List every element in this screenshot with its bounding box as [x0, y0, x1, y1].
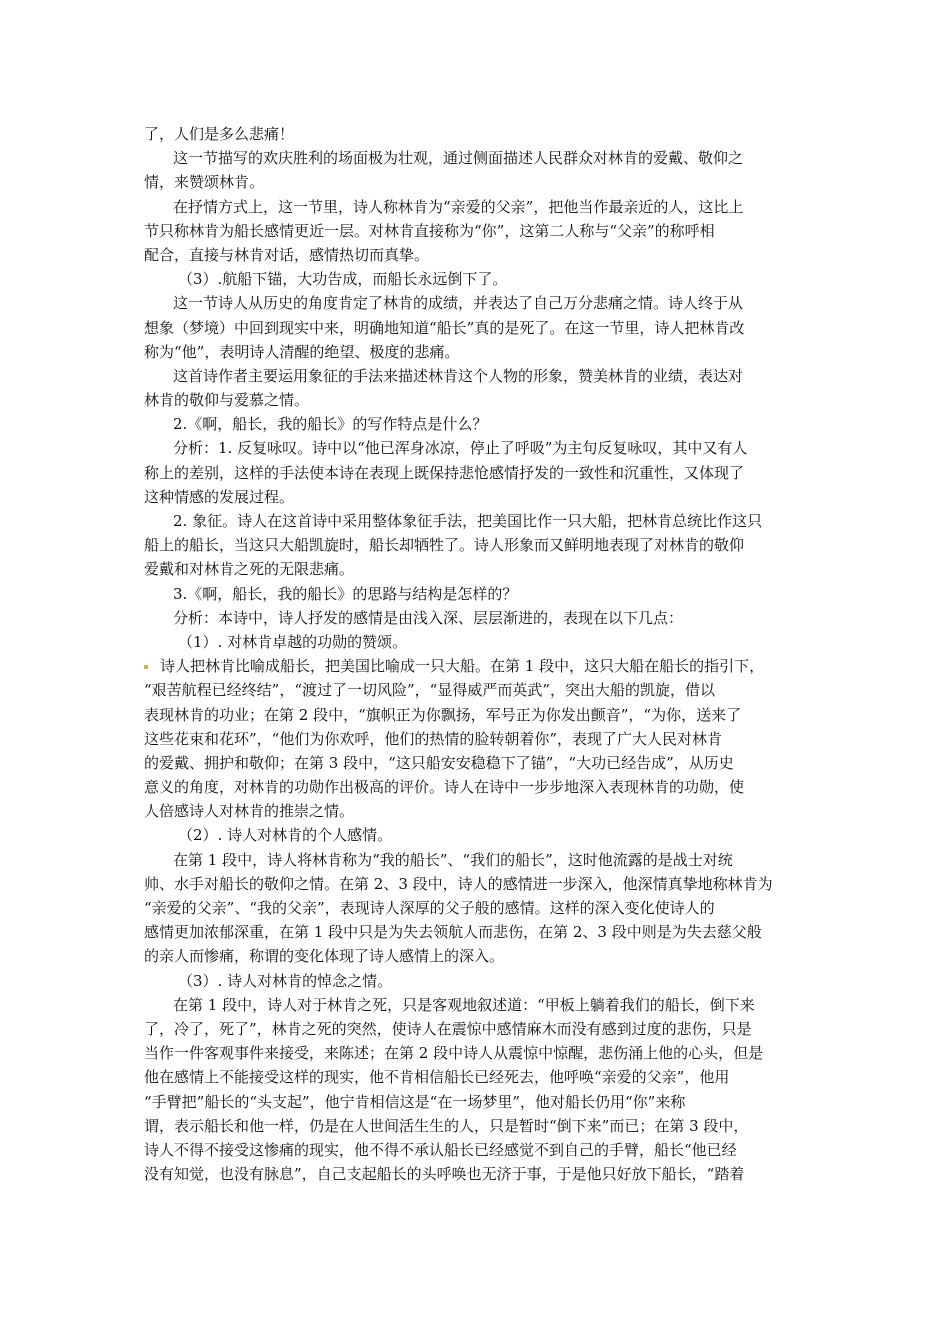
text-line	[144, 1114, 812, 1138]
text-line	[144, 533, 812, 557]
line-text: 诗人不得不接受这惨痛的现实，他不得不承认船长已经感觉不到自己的手臂，船长“他已经	[144, 1140, 737, 1159]
line-text: 意义的角度，对林肯的功勋作出极高的评价。诗人在诗中一步步地深入表现林肯的功勋，使	[144, 778, 745, 797]
text-line	[144, 1017, 812, 1041]
text-line	[144, 775, 812, 799]
text-line	[144, 557, 812, 581]
line-text: （2）. 诗人对林肯的个人感情。	[178, 826, 393, 845]
text-line	[144, 1090, 812, 1114]
text-line	[144, 1138, 812, 1162]
line-text: 在第 1 段中，诗人对于林肯之死，只是客观地叙述道：“甲板上躺着我们的船长，倒下来	[173, 995, 755, 1014]
line-text: 了，人们是多么悲痛！	[144, 125, 295, 143]
line-text: 船上的船长，当这只大船凯旋时，船长却牺牲了。诗人形象而又鲜明地表现了对林肯的敬仰	[144, 536, 745, 555]
text-line	[144, 146, 812, 170]
text-line	[144, 1065, 812, 1089]
line-text: （3）. 诗人对林肯的悼念之情。	[178, 971, 393, 990]
text-line	[144, 606, 812, 630]
line-text: “艰苦航程已经终结”，“渡过了一切风险”，“显得威严而英武”，突出大船的凯旋，借以	[144, 681, 716, 700]
line-text: 帅、水手对船长的敬仰之情。在第 2、3 段中，诗人的感情进一步深入，他深情真挚地称林肯为	[144, 874, 773, 893]
document-page	[144, 122, 812, 1186]
text-line	[144, 582, 812, 606]
text-line	[144, 316, 812, 340]
line-text: 这种情感的发展过程。	[144, 487, 295, 506]
text-line	[144, 969, 812, 993]
line-text: 节只称林肯为船长感情更近一层。对林肯直接称为“你”，这第二人称与“父亲”的称呼相	[144, 221, 715, 240]
text-line	[144, 920, 812, 944]
line-text: 2. 象征。诗人在这首诗中采用整体象征手法，把美国比作一只大船，把林肯总统比作这只	[173, 512, 763, 530]
text-line	[144, 219, 812, 243]
text-line	[144, 364, 812, 388]
text-line	[144, 243, 812, 267]
text-line	[144, 412, 812, 436]
text-line	[144, 944, 812, 968]
text-line	[144, 703, 812, 727]
line-text: 了，冷了，死了”，林肯之死的突然，使诗人在震惊中感情麻木而没有感到过度的悲伤，只是	[144, 1019, 752, 1038]
text-line	[144, 654, 812, 678]
line-text: 的爱戴、拥护和敬仰；在第 3 段中，“这只船安安稳稳下了锚”，“大功已经告成”，从历史	[144, 753, 734, 772]
line-text: 称为“他”，表明诗人清醒的绝望、极度的悲痛。	[144, 342, 460, 361]
line-text: 感情更加浓郁深重，在第 1 段中只是为失去领航人而悲伤，在第 2、3 段中则是为失去慈父般	[144, 923, 762, 942]
text-line	[144, 340, 812, 364]
text-line	[144, 872, 812, 896]
text-line	[144, 1162, 812, 1186]
line-text: 情，来赞颂林肯。	[144, 173, 265, 192]
text-line	[144, 751, 812, 775]
line-text: 这首诗作者主要运用象征的手法来描述林肯这个人物的形象，赞美林肯的业绩，表达对	[173, 366, 744, 385]
line-text: 爱戴和对林肯之死的无限悲痛。	[144, 560, 355, 579]
line-text: 当作一件客观事件来接受，来陈述；在第 2 段中诗人从震惊中惊醒，悲伤涌上他的心头，但是	[144, 1044, 764, 1063]
line-text: “亲爱的父亲”、“我的父亲”，表现诗人深厚的父子般的感情。这样的深入变化使诗人的	[144, 899, 715, 917]
text-line	[144, 461, 812, 485]
stray-mark-icon	[144, 665, 148, 669]
text-line	[144, 823, 812, 847]
line-text: 他在感情上不能接受这样的现实，他不肯相信船长已经死去，他呼唤“亲爱的父亲”，他用	[144, 1068, 730, 1087]
text-line	[144, 509, 812, 533]
text-line	[144, 1041, 812, 1065]
text-line	[144, 388, 812, 412]
line-text: 在第 1 段中，诗人将林肯称为“我的船长”、“我们的船长”，这时他流露的是战士对统	[173, 850, 733, 869]
text-line	[144, 267, 812, 291]
line-text: 诗人把林肯比喻成船长，把美国比喻成一只大船。在第 1 段中，这只大船在船长的指引下，	[160, 657, 765, 676]
line-text: 谓，表示船长和他一样，仍是在人世间活生生的人，只是暂时“倒下来”而已；在第 3 段中，	[144, 1116, 749, 1135]
line-text: 称上的差别，这样的手法使本诗在表现上既保持悲怆感情抒发的一致性和沉重性，又体现了	[144, 463, 745, 482]
line-text: 人倍感诗人对林肯的推崇之情。	[144, 802, 355, 821]
line-text: 这一节诗人从历史的角度肯定了林肯的成绩，并表达了自己万分悲痛之情。诗人终于从	[173, 294, 744, 313]
line-text: （1）. 对林肯卓越的功勋的赞颂。	[178, 632, 408, 651]
line-text: 这一节描写的欢庆胜利的场面极为壮观，通过侧面描述人民群众对林肯的爱戴、敬仰之	[173, 149, 744, 168]
line-text: “手臂把”船长的“头支起”，他宁肯相信这是“在一场梦里”，他对船长仍用“你”来称	[144, 1092, 686, 1111]
line-text: 没有知觉，也没有脉息”，自己支起船长的头呼唤也无济于事，于是他只好放下船长，“踏着	[144, 1165, 745, 1184]
line-text: 配合，直接与林肯对话，感情热切而真挚。	[144, 245, 430, 264]
text-line	[144, 896, 812, 920]
text-line	[144, 630, 812, 654]
text-line	[144, 195, 812, 219]
line-text: 的亲人而惨痛，称谓的变化体现了诗人感情上的深入。	[144, 947, 505, 966]
line-text: 2.《啊，船长，我的船长》的写作特点是什么？	[173, 415, 488, 434]
text-line	[144, 170, 812, 194]
text-line	[144, 291, 812, 315]
line-text: 林肯的敬仰与爱慕之情。	[144, 391, 310, 410]
line-text: 这些花束和花环”，“他们为你欢呼，他们的热情的脸转朝着你”，表现了广大人民对林肯	[144, 729, 723, 748]
text-line	[144, 993, 812, 1017]
text-line	[144, 799, 812, 823]
line-text: 3.《啊，船长，我的船长》的思路与结构是怎样的？	[173, 584, 518, 603]
text-line	[144, 678, 812, 702]
text-line	[144, 122, 812, 146]
text-line	[144, 848, 812, 872]
line-text: 分析：本诗中，诗人抒发的感情是由浅入深、层层渐进的，表现在以下几点：	[173, 608, 684, 627]
line-text: 想象（梦境）中回到现实中来，明确地知道“船长”真的是死了。在这一节里，诗人把林肯改	[144, 318, 745, 337]
line-text: （3）.航船下锚，大功告成，而船长永远倒下了。	[178, 270, 508, 289]
text-line	[144, 436, 812, 460]
line-text: 在抒情方式上，这一节里，诗人称林肯为“亲爱的父亲”，把他当作最亲近的人，这比上	[173, 197, 744, 216]
text-line	[144, 485, 812, 509]
line-text: 分析：1. 反复咏叹。诗中以“他已浑身冰凉，停止了呼吸”为主句反复咏叹，其中又有人	[173, 439, 748, 458]
line-text: 表现林肯的功业；在第 2 段中，“旗帜正为你飘扬，军号正为你发出颤音”，“为你，送来了	[144, 705, 742, 724]
text-line	[144, 727, 812, 751]
